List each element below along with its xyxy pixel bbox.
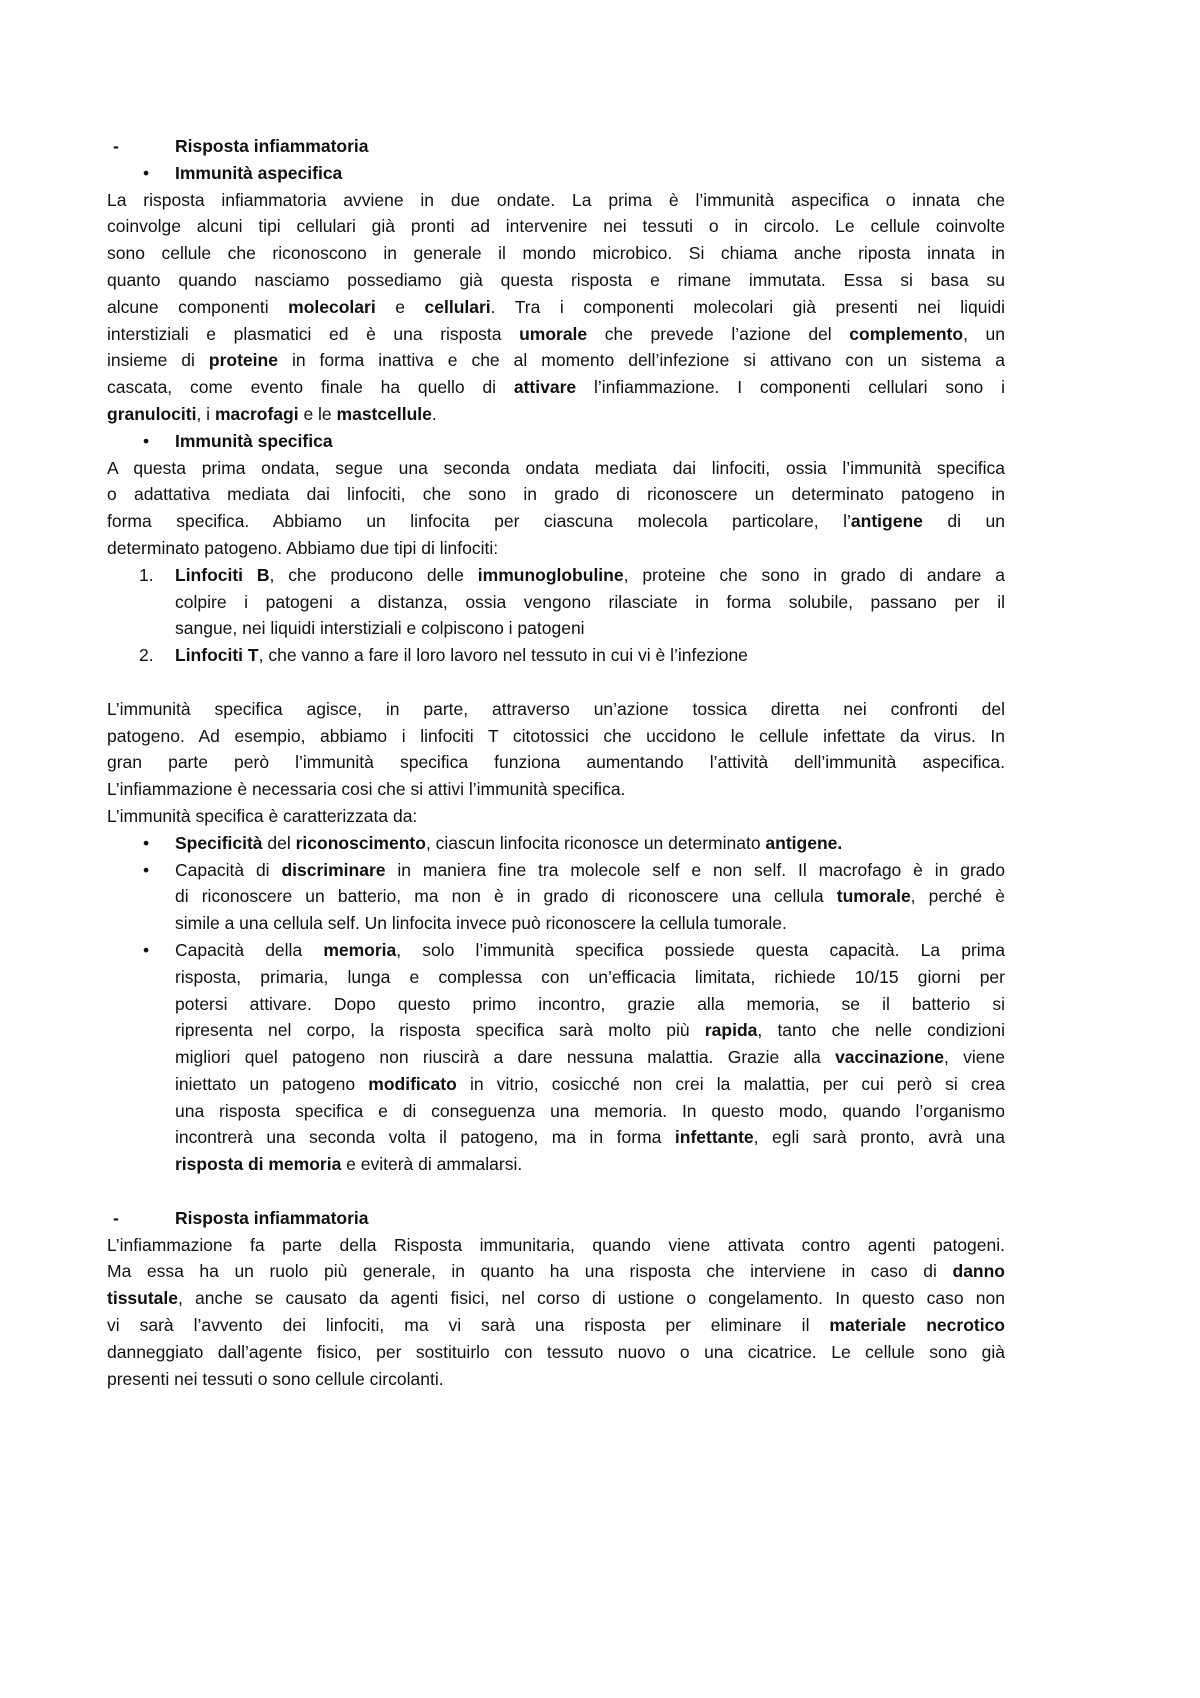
dash-marker: - bbox=[113, 136, 119, 156]
text-line bbox=[175, 1017, 1005, 1044]
bold-text: umorale bbox=[519, 323, 588, 344]
text: L’infiammazione fa parte della Risposta immunitaria, quando viene attivata contro agenti patogeni. bbox=[107, 1234, 1005, 1255]
numbered-item bbox=[107, 562, 1005, 642]
text: La risposta infiammatoria avviene in due ondate. La prima è l’immunità aspecifica o innata che bbox=[107, 189, 1005, 210]
bold-text: risposta di memoria bbox=[175, 1154, 342, 1175]
bold-text: tumorale bbox=[836, 886, 911, 907]
bold-text: tissutale bbox=[107, 1288, 178, 1309]
text-line bbox=[175, 937, 1005, 964]
bold-text: antigene bbox=[850, 511, 923, 532]
bold-text: proteine bbox=[208, 350, 278, 371]
text: danneggiato dall’agente fisico, per sostituirlo con tessuto nuovo o una cicatrice. Le cellule sono già bbox=[107, 1341, 1005, 1362]
text: patogeno. Ad esempio, abbiamo i linfociti T citotossici che uccidono le cellule infettate da virus. In bbox=[107, 725, 1005, 746]
bullet-marker: • bbox=[143, 162, 150, 183]
text: A questa prima ondata, segue una seconda ondata mediata dai linfociti, ossia l’immunità specifica bbox=[107, 457, 1005, 478]
text-line bbox=[107, 294, 1005, 321]
text: Capacità della bbox=[175, 939, 324, 960]
text: , che producono delle bbox=[269, 564, 478, 585]
text: e le bbox=[298, 403, 337, 424]
bold-text: vaccinazione bbox=[835, 1047, 945, 1068]
text-line bbox=[175, 883, 1005, 910]
text: in maniera fine tra molecole self e non self. Il macrofago è in grado bbox=[385, 859, 1005, 880]
text: L’immunità specifica è caratterizzata da: bbox=[107, 805, 418, 826]
text: alcune componenti bbox=[107, 296, 289, 317]
bold-text: antigene. bbox=[765, 832, 843, 853]
text-line bbox=[107, 1232, 1005, 1259]
text: colpire i patogeni a distanza, ossia vengono rilasciate in forma solubile, passano per il bbox=[175, 591, 1005, 612]
text-line bbox=[107, 696, 1005, 723]
text-line bbox=[175, 991, 1005, 1018]
text-line bbox=[107, 267, 1005, 294]
text: , perché è bbox=[910, 886, 1006, 907]
text: , viene bbox=[944, 1047, 1005, 1068]
bold-text: macrofagi bbox=[214, 403, 299, 424]
text-line bbox=[107, 776, 1005, 803]
bold-text: Risposta infiammatoria bbox=[175, 1207, 369, 1228]
text-line bbox=[107, 723, 1005, 750]
text: . Tra i componenti molecolari già presenti nei liquidi bbox=[490, 296, 1005, 317]
bold-text: Specificità bbox=[175, 832, 263, 853]
text: , solo l’immunità specifica possiede questa capacità. La prima bbox=[396, 939, 1005, 960]
paragraph bbox=[107, 1232, 1005, 1393]
text: del bbox=[262, 832, 296, 853]
paragraph bbox=[107, 187, 1005, 428]
text: determinato patogeno. Abbiamo due tipi di linfociti: bbox=[107, 537, 499, 558]
bold-text: Risposta infiammatoria bbox=[175, 136, 369, 156]
text: insieme di bbox=[107, 350, 209, 371]
text: forma specifica. Abbiamo un linfocita per ciascuna molecola particolare, l’ bbox=[107, 511, 851, 532]
text-line bbox=[107, 321, 1005, 348]
text-line bbox=[107, 1366, 1005, 1393]
bullet-marker: • bbox=[143, 430, 150, 451]
bold-text: discriminare bbox=[281, 859, 386, 880]
text: presenti nei tessuti o sono cellule circolanti. bbox=[107, 1368, 444, 1389]
text: ripresenta nel corpo, la risposta specifica sarà molto più bbox=[175, 1020, 705, 1041]
dash-marker: - bbox=[113, 1207, 119, 1228]
section-heading bbox=[107, 133, 1005, 160]
text-line bbox=[107, 535, 1005, 562]
bold-text: attivare bbox=[513, 377, 577, 398]
bold-text: Linfociti T bbox=[175, 645, 259, 666]
text: una risposta specifica e di conseguenza una memoria. In questo modo, quando l’organismo bbox=[175, 1100, 1005, 1121]
bold-text: materiale necrotico bbox=[829, 1315, 1005, 1336]
text: Ma essa ha un ruolo più generale, in quanto ha una risposta che interviene in caso di bbox=[107, 1261, 953, 1282]
text: cascata, come evento finale ha quello di bbox=[107, 377, 514, 398]
text: l’infiammazione. I componenti cellulari sono i bbox=[576, 377, 1005, 398]
bold-text: Immunità aspecifica bbox=[175, 162, 343, 183]
bullet-item bbox=[107, 857, 1005, 937]
text-line bbox=[107, 1339, 1005, 1366]
list-number: 2. bbox=[139, 645, 154, 666]
document-page bbox=[107, 133, 1005, 1392]
text-line bbox=[107, 1285, 1005, 1312]
bold-text: memoria bbox=[323, 939, 397, 960]
text: interstiziali e plasmatici ed è una risposta bbox=[107, 323, 520, 344]
text-line bbox=[175, 1044, 1005, 1071]
text: di riconoscere un batterio, ma non è in grado di riconoscere una cellula bbox=[175, 886, 837, 907]
text-line bbox=[175, 133, 1005, 160]
text: L’immunità specifica agisce, in parte, attraverso un’azione tossica diretta nei confronti del bbox=[107, 698, 1005, 719]
text-line bbox=[175, 615, 1005, 642]
text: migliori quel patogeno non riuscirà a dare nessuna malattia. Grazie alla bbox=[175, 1047, 836, 1068]
paragraph bbox=[107, 696, 1005, 803]
paragraph bbox=[107, 455, 1005, 562]
text: , tanto che nelle condizioni bbox=[757, 1020, 1005, 1041]
text-line bbox=[175, 1151, 1005, 1178]
bold-text: molecolari bbox=[288, 296, 376, 317]
text-line bbox=[175, 910, 1005, 937]
text: incontrerà una seconda volta il patogeno, ma in forma bbox=[175, 1127, 675, 1148]
text-line bbox=[175, 1098, 1005, 1125]
section-heading bbox=[107, 428, 1005, 455]
numbered-item bbox=[107, 642, 1005, 669]
text: , un bbox=[963, 323, 1005, 344]
text-line bbox=[107, 803, 1005, 830]
text: L’infiammazione è necessaria cosi che si attivi l’immunità specifica. bbox=[107, 779, 626, 800]
text-line bbox=[107, 749, 1005, 776]
text-line bbox=[107, 508, 1005, 535]
bullet-marker: • bbox=[143, 939, 150, 960]
text-line bbox=[175, 857, 1005, 884]
text: e eviterà di ammalarsi. bbox=[341, 1154, 523, 1175]
bold-text: immunoglobuline bbox=[477, 564, 624, 585]
bold-text: cellulari bbox=[424, 296, 491, 317]
text: potersi attivare. Dopo questo primo incontro, grazie alla memoria, se il batterio si bbox=[175, 993, 1005, 1014]
text: , proteine che sono in grado di andare a bbox=[623, 564, 1005, 585]
text: , anche se causato da agenti fisici, nel corso di ustione o congelamento. In questo caso non bbox=[178, 1288, 1005, 1309]
text-line bbox=[175, 1205, 1005, 1232]
blank-line bbox=[107, 1178, 1005, 1205]
text-line bbox=[107, 1258, 1005, 1285]
text-line bbox=[107, 401, 1005, 428]
bullet-item bbox=[107, 937, 1005, 1178]
text: , che vanno a fare il loro lavoro nel tessuto in cui vi è l’infezione bbox=[258, 645, 748, 666]
text-line bbox=[175, 160, 1005, 187]
text: quanto quando nasciamo possediamo già questa risposta e rimane immutata. Essa si basa su bbox=[107, 269, 1005, 290]
text: Capacità di bbox=[175, 859, 282, 880]
text: risposta, primaria, lunga e complessa con un’efficacia limitata, richiede 10/15 giorni per bbox=[175, 966, 1005, 987]
text: iniettato un patogeno bbox=[175, 1073, 369, 1094]
bold-text: granulociti bbox=[107, 403, 197, 424]
text-line bbox=[107, 481, 1005, 508]
paragraph bbox=[107, 803, 1005, 830]
text: in forma inattiva e che al momento dell’infezione si attivano con un sistema a bbox=[277, 350, 1005, 371]
text-line bbox=[107, 374, 1005, 401]
list-number: 1. bbox=[139, 564, 154, 585]
bold-text: Immunità specifica bbox=[175, 430, 333, 451]
text-line bbox=[107, 455, 1005, 482]
bullet-marker: • bbox=[143, 859, 150, 880]
text: e bbox=[375, 296, 425, 317]
bullet-item bbox=[107, 830, 1005, 857]
text: che prevede l’azione del bbox=[587, 323, 850, 344]
text-line bbox=[175, 562, 1005, 589]
text-line bbox=[175, 1071, 1005, 1098]
text: , egli sarà pronto, avrà una bbox=[753, 1127, 1006, 1148]
bold-text: infettante bbox=[674, 1127, 754, 1148]
bullet-marker: • bbox=[143, 832, 150, 853]
text: o adattativa mediata dai linfociti, che sono in grado di riconoscere un determinato patogeno in bbox=[107, 484, 1005, 505]
text-line bbox=[175, 1124, 1005, 1151]
text-line bbox=[175, 428, 1005, 455]
text-line bbox=[107, 240, 1005, 267]
text: vi sarà l’avvento dei linfociti, ma vi sarà una risposta per eliminare il bbox=[107, 1315, 830, 1336]
section-heading bbox=[107, 160, 1005, 187]
bold-text: riconoscimento bbox=[295, 832, 426, 853]
text-line bbox=[175, 589, 1005, 616]
blank-line bbox=[107, 669, 1005, 696]
bold-text: Linfociti B bbox=[175, 564, 270, 585]
bold-text: rapida bbox=[704, 1020, 758, 1041]
text: sangue, nei liquidi interstiziali e colpiscono i patogeni bbox=[175, 618, 585, 639]
text-line bbox=[107, 213, 1005, 240]
text-line bbox=[107, 187, 1005, 214]
text: gran parte però l’immunità specifica funziona aumentando l’attività dell’immunità aspecifica. bbox=[107, 752, 1005, 773]
text: . bbox=[431, 403, 437, 424]
text: , i bbox=[196, 403, 215, 424]
text: , ciascun linfocita riconosce un determinato bbox=[425, 832, 766, 853]
bold-text: danno bbox=[952, 1261, 1005, 1282]
text: in vitrio, cosicché non crei la malattia, per cui però si crea bbox=[456, 1073, 1005, 1094]
text-line bbox=[107, 1312, 1005, 1339]
bold-text: modificato bbox=[368, 1073, 457, 1094]
text: coinvolge alcuni tipi cellulari già pronti ad intervenire nei tessuti o in circolo. Le cellule coinvolte bbox=[107, 216, 1005, 237]
text: simile a una cellula self. Un linfocita invece può riconoscere la cellula tumorale. bbox=[175, 913, 787, 934]
text: di un bbox=[922, 511, 1005, 532]
bold-text: mastcellule bbox=[336, 403, 432, 424]
text-line bbox=[175, 830, 1005, 857]
text-line bbox=[107, 347, 1005, 374]
bold-text: complemento bbox=[849, 323, 964, 344]
text: sono cellule che riconoscono in generale il mondo microbico. Si chiama anche riposta innata in bbox=[107, 243, 1005, 264]
section-heading bbox=[107, 1205, 1005, 1232]
text-line bbox=[175, 964, 1005, 991]
text-line bbox=[175, 642, 1005, 669]
